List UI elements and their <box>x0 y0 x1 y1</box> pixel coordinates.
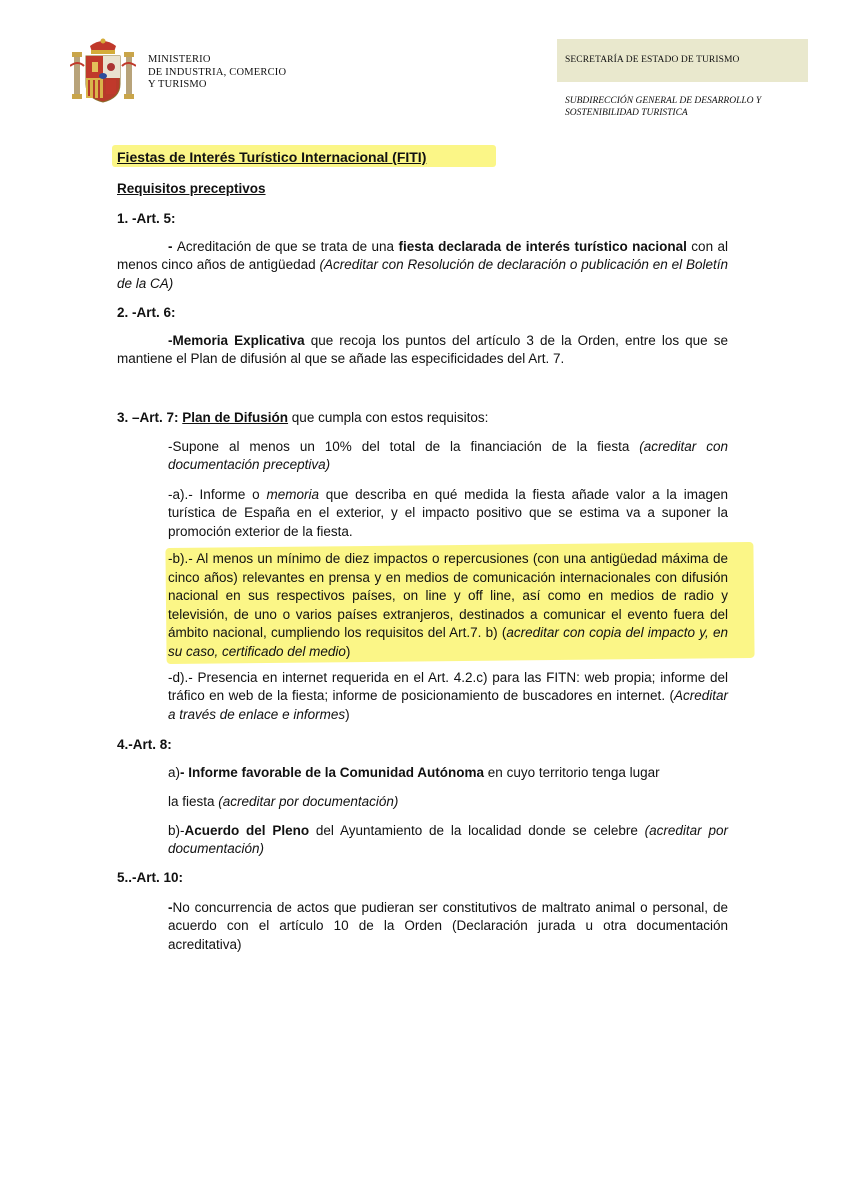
bold-text: - <box>168 900 173 915</box>
bold-text: - Informe favorable de la Comunidad Autónoma <box>180 765 485 780</box>
ministry-line: Y TURISMO <box>148 79 207 90</box>
italic-text: (acreditar con documentación preceptiva) <box>168 439 728 473</box>
section-2-paragraph <box>117 332 728 369</box>
text: b)- <box>168 823 185 838</box>
bold-text: -Memoria Explicativa <box>168 333 305 348</box>
subdireccion-title <box>565 95 761 119</box>
section-5-paragraph <box>168 899 728 954</box>
text: ) <box>345 706 350 722</box>
text: No concurrencia de actos que pudieran ser constitutivos de maltrato animal o personal, de acuerdo con el artículo 10 de la Orden (Declaración jurada u otra documentación acreditativa) <box>168 900 728 952</box>
text: a) <box>168 765 181 780</box>
heading-plan: Plan de Difusión <box>182 410 289 425</box>
italic-text: (acreditar por documentación) <box>168 823 728 857</box>
section-3-heading <box>117 409 488 427</box>
italic-text: acreditar con copia del impacto y, en su caso, certificado del medio <box>168 625 728 659</box>
section-4-item-a-cont <box>168 793 398 811</box>
text: con al menos cinco años de antigüedad <box>117 239 728 273</box>
text: -d).- Presencia en internet requerida en el Art. 4.2.c) para las FITN: web propia; informe del tráfico en web de la fiesta; informe de posicionamiento de buscadores en internet. ( <box>168 670 728 704</box>
section-3-item-b <box>168 550 728 661</box>
section-5-heading: 5..-Art. 10: <box>117 870 184 885</box>
ministry-line: DE INDUSTRIA, COMERCIO <box>148 66 287 78</box>
text: la fiesta <box>168 794 219 809</box>
italic-text: (acreditar por documentación) <box>218 794 399 809</box>
text: -a).- Informe o <box>168 487 267 502</box>
section-1-heading: 1. -Art. 5: <box>117 211 176 226</box>
section-1-paragraph <box>117 238 728 293</box>
text: que describa en qué medida la fiesta añade valor a la imagen turística de España en el exterior, y el impacto positivo que se estima va a suponer la promoción exterior de la fiesta. <box>168 487 728 539</box>
text: que recoja los puntos del artículo 3 de la Orden, entre los que se mantiene el Plan de difusión al que se añade las especificidades del Art. 7. <box>117 333 728 367</box>
section-2-heading: 2. -Art. 6: <box>117 305 176 320</box>
section-4-item-a <box>168 764 660 782</box>
section-3-item-a <box>168 486 728 541</box>
text: del Ayuntamiento de la localidad donde se celebre <box>309 823 645 838</box>
text: en cuyo territorio tenga lugar <box>484 765 660 780</box>
bold-text: Acuerdo del Pleno <box>184 823 310 838</box>
coat-of-arms-icon <box>70 36 136 106</box>
italic-text: Acreditar a través de enlace e informes <box>168 688 728 722</box>
bold-text: fiesta declarada de interés turístico nacional <box>398 239 687 254</box>
section-4-heading: 4.-Art. 8: <box>117 737 172 752</box>
doc-title: Fiestas de Interés Turístico Internacional (FITI) <box>117 149 427 165</box>
text: -b).- Al menos un mínimo de diez impactos o repercusiones (con una antigüedad máxima de cinco años) relevantes en prensa y en medios de comunicación internacionales con difusión nacional en sus respectivos países, on line y off line, así como en medios de radio y televisión, de uno o varios países extranjeros, destinados a comunicar el evento fuera del ámbito nacional, cumpliendo los requisitos del Art.7. b) ( <box>168 551 728 640</box>
italic-text: (Acreditar con Resolución de declaración o publicación en el Boletín de la CA) <box>117 257 728 291</box>
section-4-item-b <box>168 822 728 859</box>
text: Acreditación de que se trata de una <box>176 239 399 254</box>
italic-text: memoria <box>266 487 319 502</box>
doc-subtitle: Requisitos preceptivos <box>117 181 266 196</box>
ministry-name <box>148 54 286 92</box>
heading-text: que cumpla con estos requisitos: <box>288 410 489 425</box>
section-3-item-funding <box>168 438 728 475</box>
heading-number: 3. –Art. 7: <box>117 410 183 425</box>
text: -Supone al menos un 10% del total de la financiación de la fiesta <box>168 439 640 454</box>
text: ) <box>345 643 351 659</box>
secretaria-title: SECRETARÍA DE ESTADO DE TURISMO <box>565 55 740 65</box>
subdireccion-line: SOSTENIBILIDAD TURISTICA <box>565 108 688 118</box>
subdireccion-line: SUBDIRECCIÓN GENERAL DE DESARROLLO Y <box>565 96 762 106</box>
ministry-line: MINISTERIO <box>148 54 211 65</box>
section-3-item-d <box>168 669 728 724</box>
dash: - <box>168 239 177 254</box>
